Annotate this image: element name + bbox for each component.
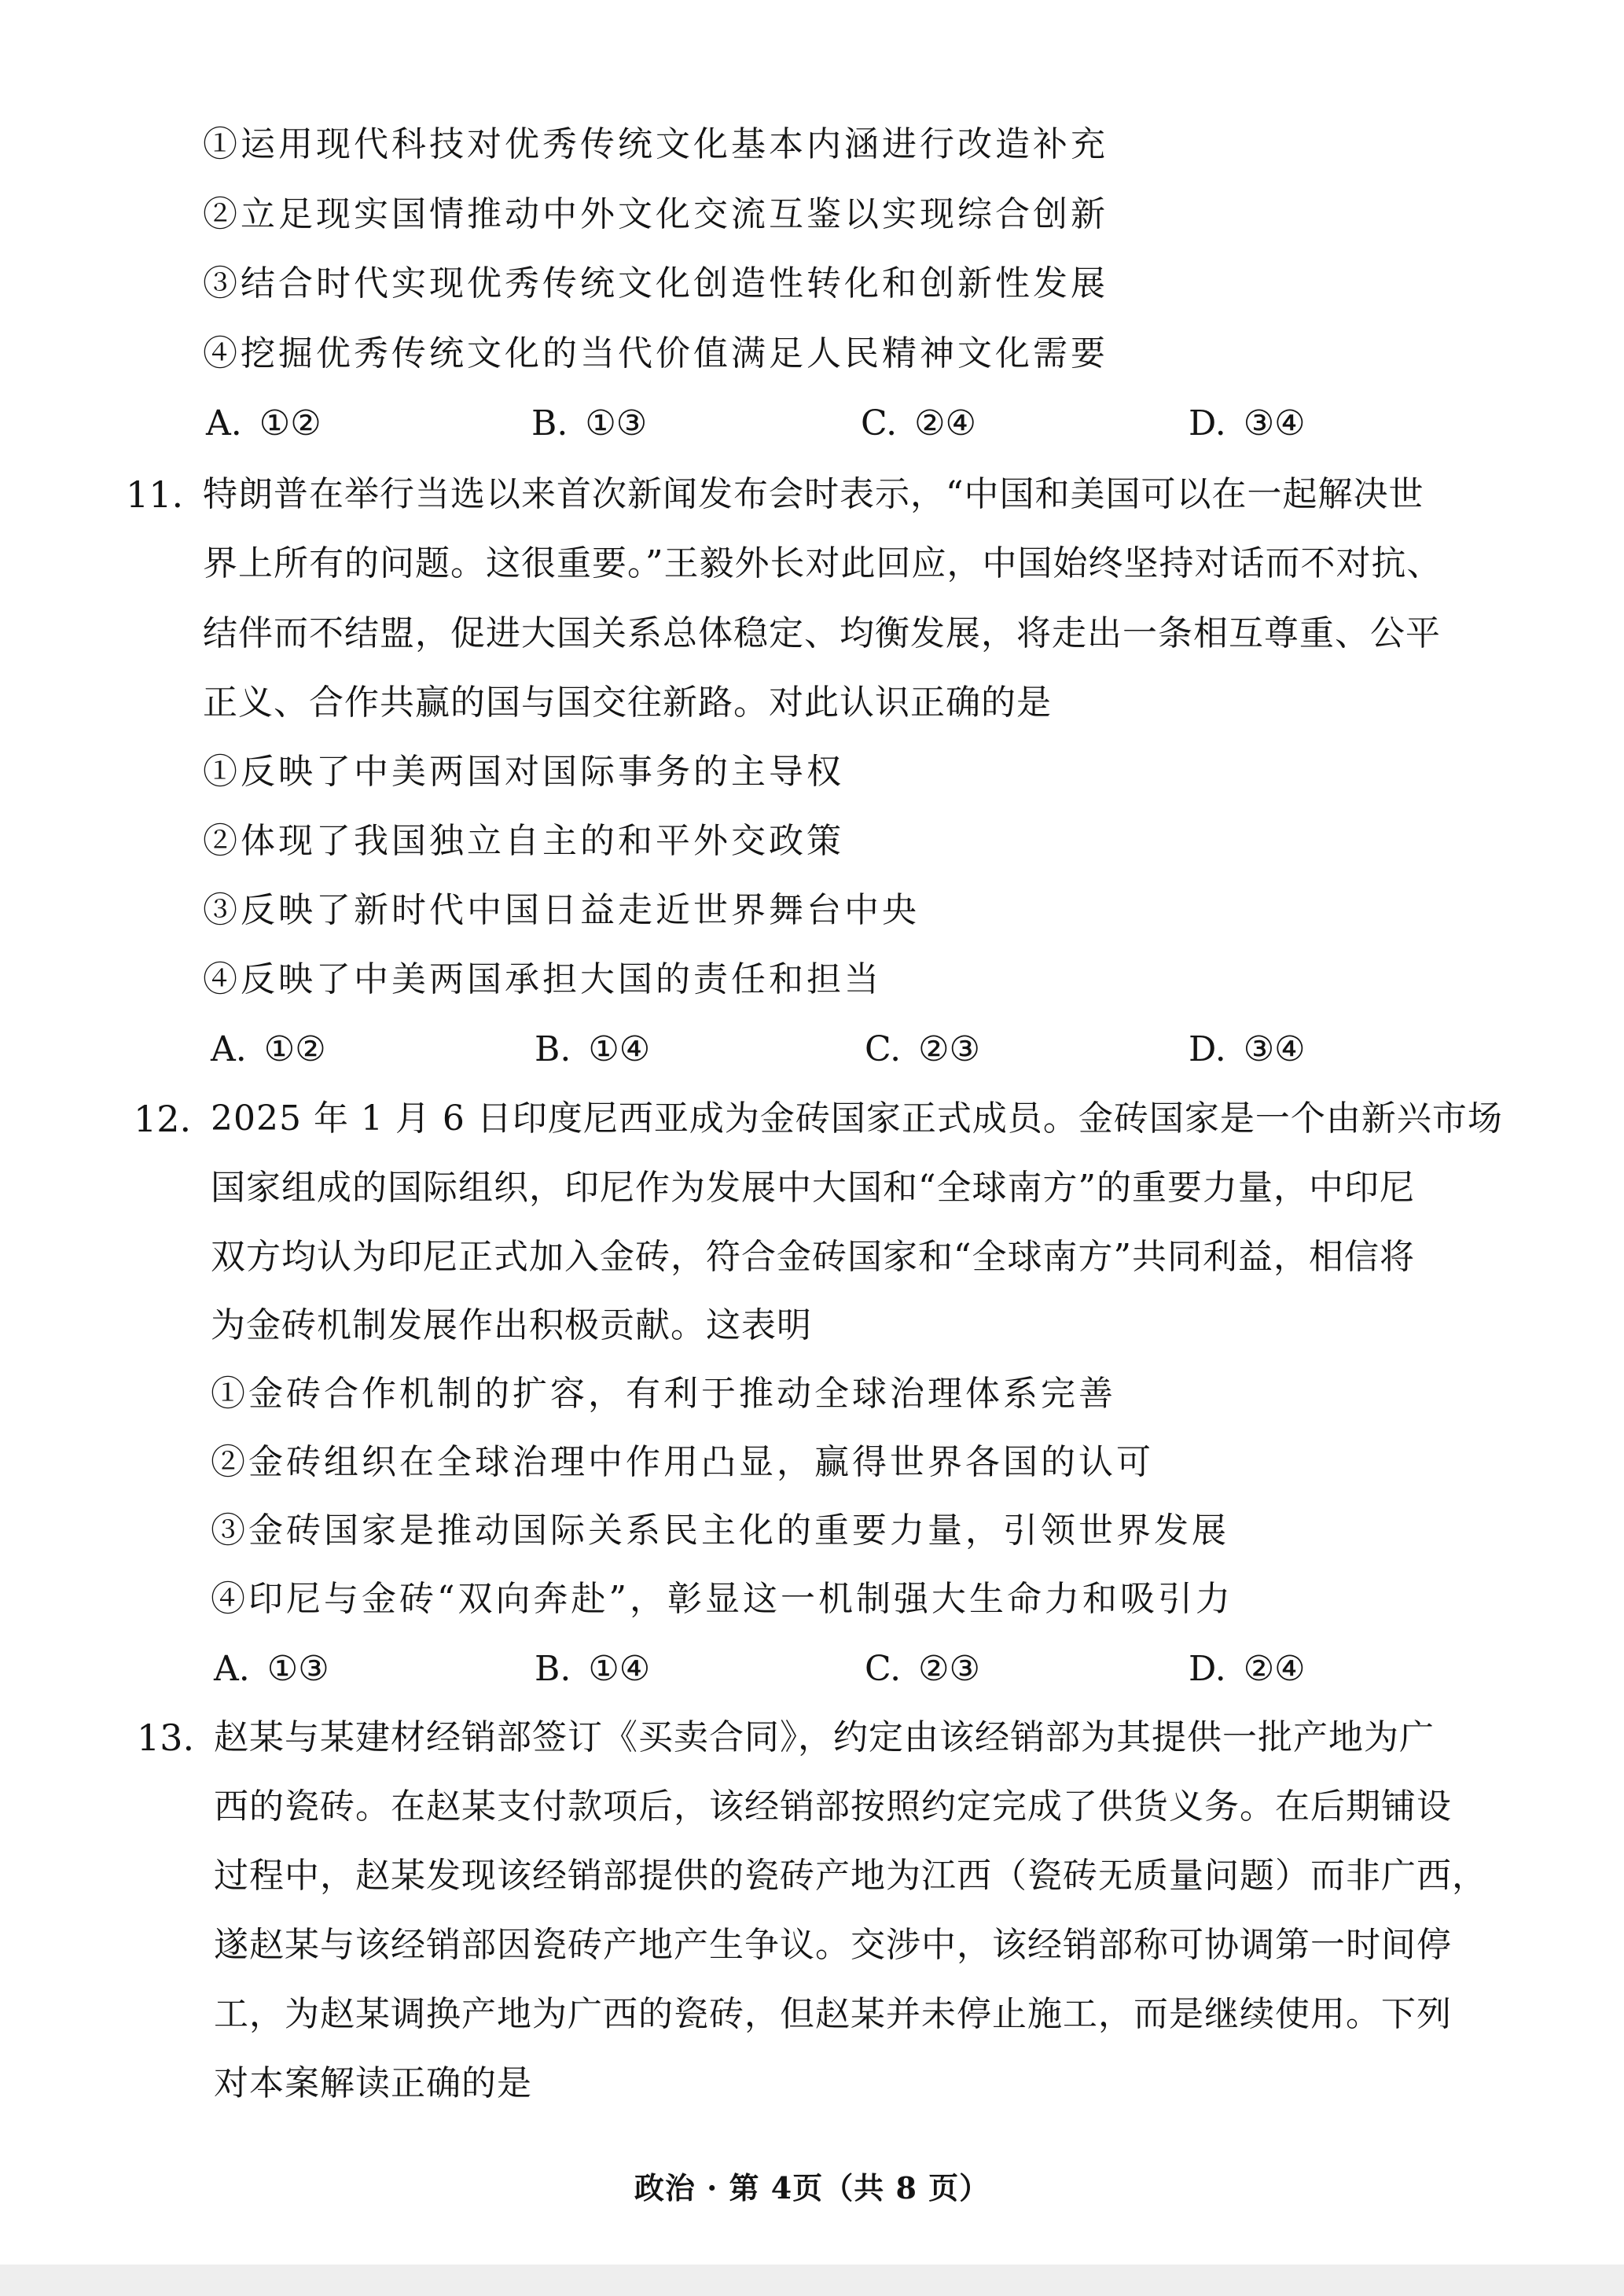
q13-stem-line-4: 遂赵某与该经销部因瓷砖产地产生争议。交涉中，该经销部称可协调第一时间停 (214, 1925, 1452, 1965)
q11-stem-line-1: 特朗普在举行当选以来首次新闻发布会时表示，“中国和美国可以在一起解决世 (203, 474, 1424, 514)
q11-statement-4: ④反映了中美两国承担大国的责任和担当 (203, 959, 882, 999)
q11-choice-c: C. ②③ (865, 1029, 980, 1069)
q12-stem-line-4: 为金砖机制发展作出积极贡献。这表明 (211, 1305, 812, 1345)
q12-choice-b: B. ①④ (535, 1649, 651, 1689)
q12-choice-a: A. ①③ (214, 1649, 329, 1689)
q13-stem-line-3: 过程中，赵某发现该经销部提供的瓷砖产地为江西（瓷砖无质量问题）而非广西， (214, 1856, 1487, 1896)
q12-choice-c: C. ②③ (865, 1649, 980, 1689)
q11-choice-b: B. ①④ (535, 1029, 651, 1069)
q11-stem-line-2: 界上所有的问题。这很重要。”王毅外长对此回应，中国始终坚持对话而不对抗、 (203, 543, 1442, 583)
q12-statement-3: ③金砖国家是推动国际关系民主化的重要力量，引领世界发展 (211, 1510, 1229, 1551)
q11-stem-line-3: 结伴而不结盟，促进大国关系总体稳定、均衡发展，将走出一条相互尊重、公平 (203, 613, 1441, 653)
q11-choice-d: D. ③④ (1189, 1029, 1306, 1069)
q13-stem-line-6: 对本案解读正确的是 (214, 2063, 532, 2103)
q13-stem-line-1: 赵某与某建材经销部签订《买卖合同》，约定由该经销部为其提供一批产地为广 (214, 1717, 1435, 1757)
q12-statement-1: ①金砖合作机制的扩容，有利于推动全球治理体系完善 (211, 1374, 1116, 1414)
q10-statement-1: ①运用现代科技对优秀传统文化基本内涵进行改造补充 (203, 124, 1108, 164)
q12-stem-line-3: 双方均认为印尼正式加入金砖，符合金砖国家和“全球南方”共同利益，相信将 (211, 1237, 1415, 1277)
q12-statement-4: ④印尼与金砖“双向奔赴”，彰显这一机制强大生命力和吸引力 (211, 1579, 1233, 1619)
page-footer: 政治 · 第 4页（共 8 页） (634, 2170, 990, 2206)
q13-stem-line-2: 西的瓷砖。在赵某支付款项后，该经销部按照约定完成了供货义务。在后期铺设 (214, 1786, 1452, 1827)
q10-choice-a: A. ①② (206, 403, 321, 443)
q12-number: 12. (134, 1098, 192, 1140)
q12-statement-2: ②金砖组织在全球治理中作用凸显，赢得世界各国的认可 (211, 1442, 1154, 1482)
q13-stem-line-5: 工，为赵某调换产地为广西的瓷砖，但赵某并未停止施工，而是继续使用。下列 (214, 1994, 1452, 2034)
q13-number: 13. (137, 1716, 195, 1759)
q10-statement-3: ③结合时代实现优秀传统文化创造性转化和创新性发展 (203, 263, 1108, 304)
q10-statement-2: ②立足现实国情推动中外文化交流互鉴以实现综合创新 (203, 194, 1108, 234)
q11-statement-1: ①反映了中美两国对国际事务的主导权 (203, 752, 844, 792)
q11-stem-line-4: 正义、合作共赢的国与国交往新路。对此认识正确的是 (203, 683, 1052, 723)
q11-statement-2: ②体现了我国独立自主的和平外交政策 (203, 821, 844, 861)
q12-stem-line-1: 2025 年 1 月 6 日印度尼西亚成为金砖国家正式成员。金砖国家是一个由新兴市场 (211, 1098, 1503, 1139)
q11-statement-3: ③反映了新时代中国日益走近世界舞台中央 (203, 890, 920, 930)
q10-choice-b: B. ①③ (531, 403, 648, 443)
q11-choice-a: A. ①② (211, 1029, 326, 1069)
q11-number: 11. (126, 473, 184, 516)
q12-stem-line-2: 国家组成的国际组织，印尼作为发展中大国和“全球南方”的重要力量，中印尼 (211, 1168, 1415, 1208)
q12-choice-d: D. ②④ (1189, 1649, 1306, 1689)
q10-choice-d: D. ③④ (1189, 403, 1306, 443)
q10-statement-4: ④挖掘优秀传统文化的当代价值满足人民精神文化需要 (203, 333, 1108, 373)
q10-choice-c: C. ②④ (861, 403, 976, 443)
scan-bottom-edge (0, 2265, 1624, 2296)
